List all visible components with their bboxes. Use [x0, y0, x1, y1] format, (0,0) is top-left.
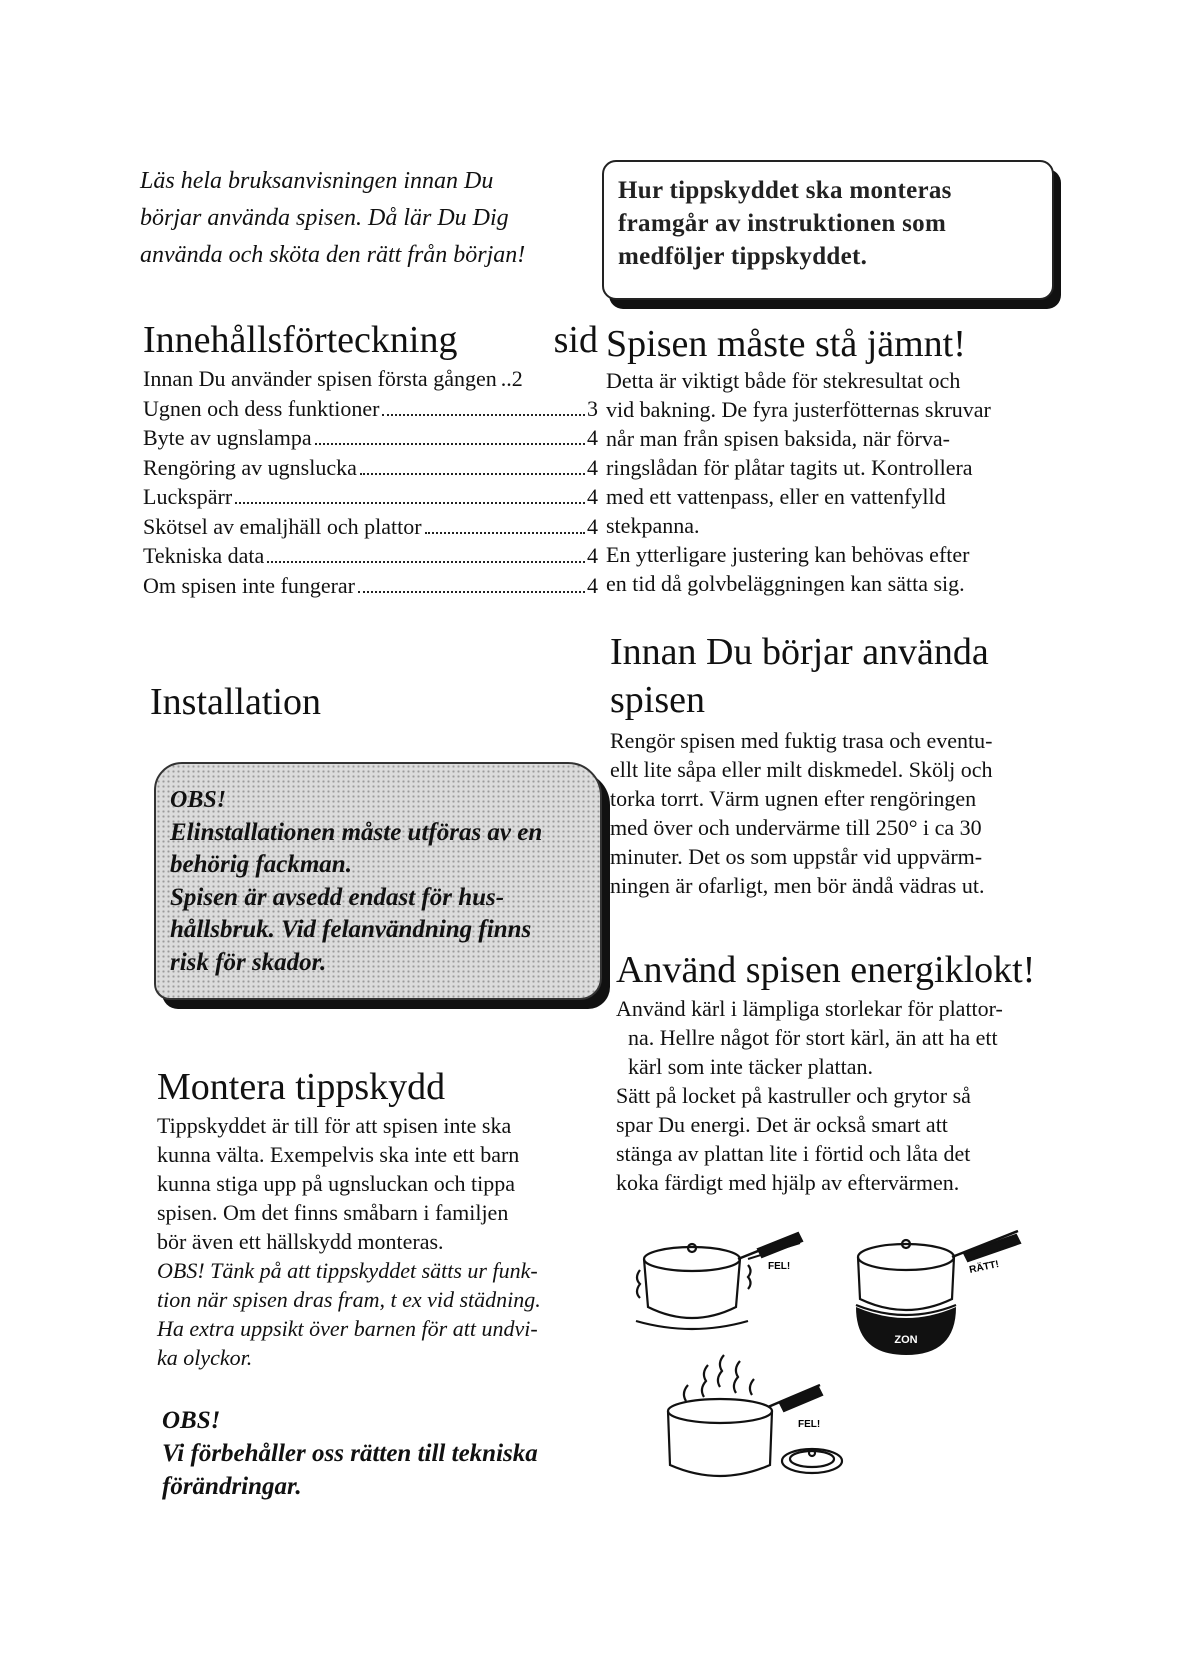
tip-guard-line: kunna stiga upp på ugnsluckan och tippa	[157, 1171, 516, 1196]
before-use-line: ellt lite såpa eller milt diskmedel. Skölj och	[610, 757, 993, 782]
before-use-section	[610, 628, 1080, 900]
intro-line: använda och sköta den rätt från början!	[140, 242, 526, 268]
level-line: med ett vattenpass, eller en vattenfylld	[606, 484, 946, 509]
before-use-line: minuter. Det os som uppstår vid uppvärm-	[610, 844, 983, 869]
level-section	[606, 322, 1076, 598]
tip-guard-heading: Montera tippskydd	[157, 1066, 446, 1108]
warning-line: hållsbruk. Vid felanvändning finns	[170, 916, 532, 943]
right-pan-drawing	[856, 1231, 1020, 1315]
right-label: RÄTT!	[968, 1258, 1000, 1276]
tip-guard-italic-line: ka olyckor.	[157, 1345, 253, 1370]
before-use-line: torka torrt. Värm ugnen efter rengöringen	[610, 786, 977, 811]
tip-guard-italic-line: tion när spisen dras fram, t ex vid städning.	[157, 1287, 541, 1312]
energy-heading: Använd spisen energiklokt!	[616, 949, 1036, 991]
warning-line: risk för skador.	[170, 948, 327, 976]
level-line: En ytterligare justering kan behövas efter	[606, 542, 970, 567]
tip-guard-italic-line: OBS! Tänk på att tippskyddet sätts ur funk-	[157, 1258, 538, 1283]
note-line: framgår av instruktionen som	[618, 210, 947, 237]
tip-guard-line: bör även ett hällskydd monteras.	[157, 1229, 444, 1254]
before-use-line: Rengör spisen med fuktig trasa och eventu-	[610, 728, 993, 753]
level-heading: Spisen måste stå jämnt!	[606, 323, 966, 365]
footer-obs-line: OBS!	[162, 1407, 221, 1434]
installation-warning-box	[154, 762, 602, 1000]
tip-guard-section	[157, 1065, 617, 1372]
footer-obs-line: Vi förbehåller oss rätten till tekniska	[162, 1440, 538, 1467]
table-of-contents	[143, 318, 598, 600]
before-use-heading: spisen	[610, 679, 705, 721]
note-line: Hur tippskyddet ska monteras	[618, 177, 952, 204]
warning-line: OBS!	[170, 787, 227, 813]
toc-item: Skötsel av emaljhäll och plattor 4	[143, 513, 598, 539]
toc-item: Byte av ugnslampa 4	[143, 425, 598, 450]
footer-obs	[162, 1404, 622, 1503]
installation-heading: Installation	[150, 681, 321, 723]
energy-line: spar Du energi. Det är också smart att	[616, 1112, 948, 1137]
tip-guard-italic-line: Ha extra uppsikt över barnen för att undvi-	[157, 1316, 538, 1341]
level-line: en tid då golvbeläggningen kan sätta sig.	[606, 571, 965, 596]
warning-line: Elinstallationen måste utföras av en	[170, 818, 543, 846]
footer-obs-line: förändringar.	[162, 1473, 302, 1500]
wrong-open-pan-drawing	[668, 1355, 842, 1476]
energy-line: koka färdigt med hjälp av eftervärmen.	[616, 1170, 960, 1195]
before-use-line: med över och undervärme till 250° i ca 30	[610, 815, 982, 840]
toc-item: Ugnen och dess funktioner 3	[143, 395, 598, 421]
tip-guard-line: kunna välta. Exempelvis ska inte ett barn	[157, 1142, 520, 1167]
energy-section	[616, 948, 1086, 1197]
zone-label: ZON	[894, 1334, 918, 1346]
intro-line: Läs hela bruksanvisningen innan Du	[140, 168, 494, 194]
level-line: vid bakning. De fyra justerfötternas skruvar	[606, 397, 991, 422]
tip-guard-note-box	[602, 160, 1054, 300]
toc-item: Om spisen inte fungerar 4	[143, 572, 598, 598]
tip-guard-line: spisen. Om det finns småbarn i familjen	[157, 1200, 509, 1225]
before-use-line: ningen är ofarligt, men bör ändå vädras ut.	[610, 873, 985, 898]
wrong-label: FEL!	[768, 1261, 791, 1272]
level-line: når man från spisen baksida, när förva-	[606, 426, 950, 451]
level-line: Detta är viktigt både för stekresultat och	[606, 368, 961, 393]
intro-line: börjar använda spisen. Då lär Du Dig	[140, 205, 509, 231]
warning-line: behörig fackman.	[170, 851, 352, 878]
level-line: stekpanna.	[606, 513, 700, 538]
wrong-small-pan-drawing	[636, 1233, 802, 1329]
energy-line: kärl som inte täcker plattan.	[628, 1054, 873, 1079]
tip-guard-line: Tippskyddet är till för att spisen inte ska	[157, 1113, 512, 1138]
warning-line: Spisen är avsedd endast för hus-	[170, 883, 505, 911]
toc-item: Innan Du använder spisen första gången ..2	[143, 366, 523, 391]
cookware-illustration	[630, 1225, 1050, 1525]
level-line: ringslådan för plåtar tagits ut. Kontrollera	[606, 455, 973, 480]
toc-title: Innehållsförteckning	[143, 319, 458, 361]
wrong-label: FEL!	[798, 1419, 821, 1430]
toc-page-label: sid	[553, 319, 598, 361]
energy-line: stänga av plattan lite i förtid och låta det	[616, 1141, 971, 1166]
energy-line: Sätt på locket på kastruller och grytor så	[616, 1083, 971, 1108]
intro-text	[140, 163, 580, 274]
before-use-heading: Innan Du börjar använda	[610, 631, 989, 673]
energy-line: Använd kärl i lämpliga storlekar för plattor-	[616, 996, 1003, 1021]
toc-item: Luckspärr 4	[143, 484, 598, 509]
toc-item: Tekniska data 4	[143, 543, 598, 568]
toc-item: Rengöring av ugnslucka 4	[143, 454, 598, 480]
energy-line: na. Hellre något för stort kärl, än att ha ett	[628, 1025, 998, 1050]
note-line: medföljer tippskyddet.	[618, 243, 868, 270]
